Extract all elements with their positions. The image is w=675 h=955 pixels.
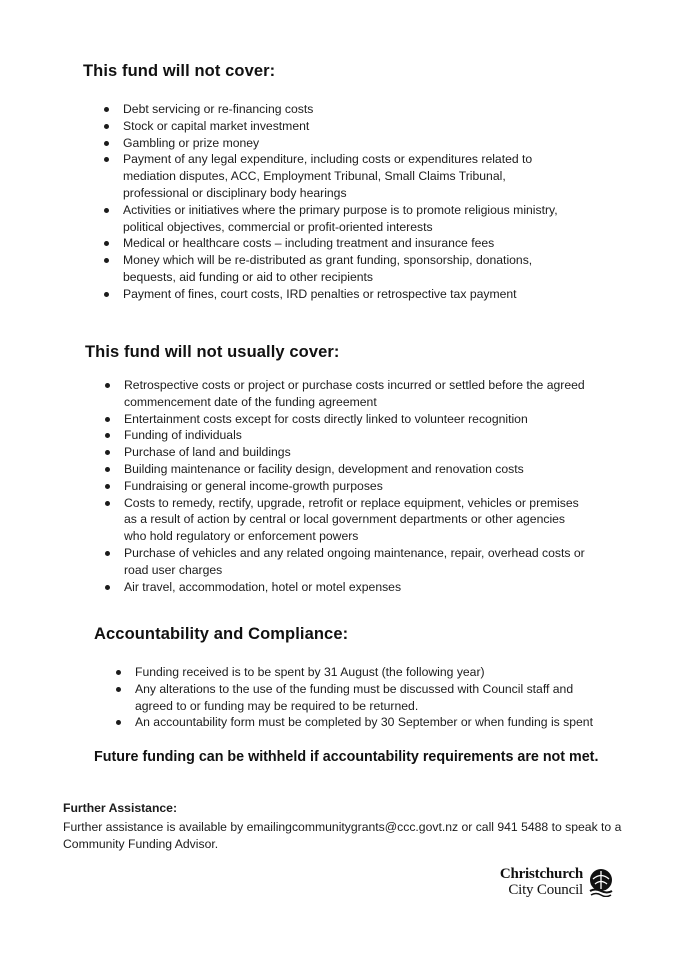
list-item: Purchase of land and buildings — [105, 444, 585, 461]
heading-not-usually-cover: This fund will not usually cover: — [85, 343, 340, 361]
list-item: Payment of fines, court costs, IRD penalties or retrospective tax payment — [104, 286, 574, 303]
further-assistance-text: Further assistance is available by emailingcommunitygrants@ccc.govt.nz or call 941 5488 to speak to a Community Funding Advisor. — [63, 820, 622, 851]
logo-wordmark — [491, 866, 583, 898]
list-item: Money which will be re-distributed as grant funding, sponsorship, donations, bequests, aid funding or aid to other recipients — [104, 252, 574, 286]
list-item: Payment of any legal expenditure, including costs or expenditures related to mediation disputes, ACC, Employment Tribunal, Small Claims Tribunal, professional or disciplinary body hearings — [104, 151, 574, 201]
list-item: Purchase of vehicles and any related ongoing maintenance, repair, overhead costs or road user charges — [105, 545, 585, 579]
list-item: Air travel, accommodation, hotel or motel expenses — [105, 579, 585, 596]
further-assistance-title: Further Assistance: — [63, 801, 178, 815]
logo-line-2: City Council — [508, 882, 583, 898]
heading-not-cover: This fund will not cover: — [83, 62, 276, 80]
accountability-warning: Future funding can be withheld if accountability requirements are not met. — [94, 749, 599, 765]
list-item: Funding received is to be spent by 31 August (the following year) — [116, 664, 606, 681]
list-item: Any alterations to the use of the funding must be discussed with Council staff and agreed to or funding may be required to be returned. — [116, 681, 606, 715]
list-item: Fundraising or general income-growth purposes — [105, 478, 585, 495]
list-item: Costs to remedy, rectify, upgrade, retrofit or replace equipment, vehicles or premises as a result of action by central or local government departments or other agencies who hold regulatory or enforcement powers — [105, 495, 585, 545]
list-not-usually-cover — [105, 377, 585, 595]
heading-accountability: Accountability and Compliance: — [94, 625, 349, 643]
list-item: An accountability form must be completed by 30 September or when funding is spent — [116, 714, 606, 731]
list-item: Activities or initiatives where the primary purpose is to promote religious ministry, political objectives, commercial or profit-oriented interests — [104, 202, 574, 236]
list-item: Building maintenance or facility design, development and renovation costs — [105, 461, 585, 478]
council-logo — [491, 866, 621, 902]
list-item: Stock or capital market investment — [104, 118, 574, 135]
logo-line-1: Christchurch — [499, 866, 583, 882]
list-not-cover — [104, 101, 574, 303]
list-item: Retrospective costs or project or purchase costs incurred or settled before the agreed commencement date of the funding agreement — [105, 377, 585, 411]
list-item: Funding of individuals — [105, 427, 585, 444]
list-item: Debt servicing or re-financing costs — [104, 101, 574, 118]
list-item: Medical or healthcare costs – including treatment and insurance fees — [104, 235, 574, 252]
list-item: Gambling or prize money — [104, 135, 574, 152]
list-item: Entertainment costs except for costs directly linked to volunteer recognition — [105, 411, 585, 428]
christchurch-council-emblem-icon — [586, 867, 616, 897]
list-accountability — [116, 664, 606, 731]
